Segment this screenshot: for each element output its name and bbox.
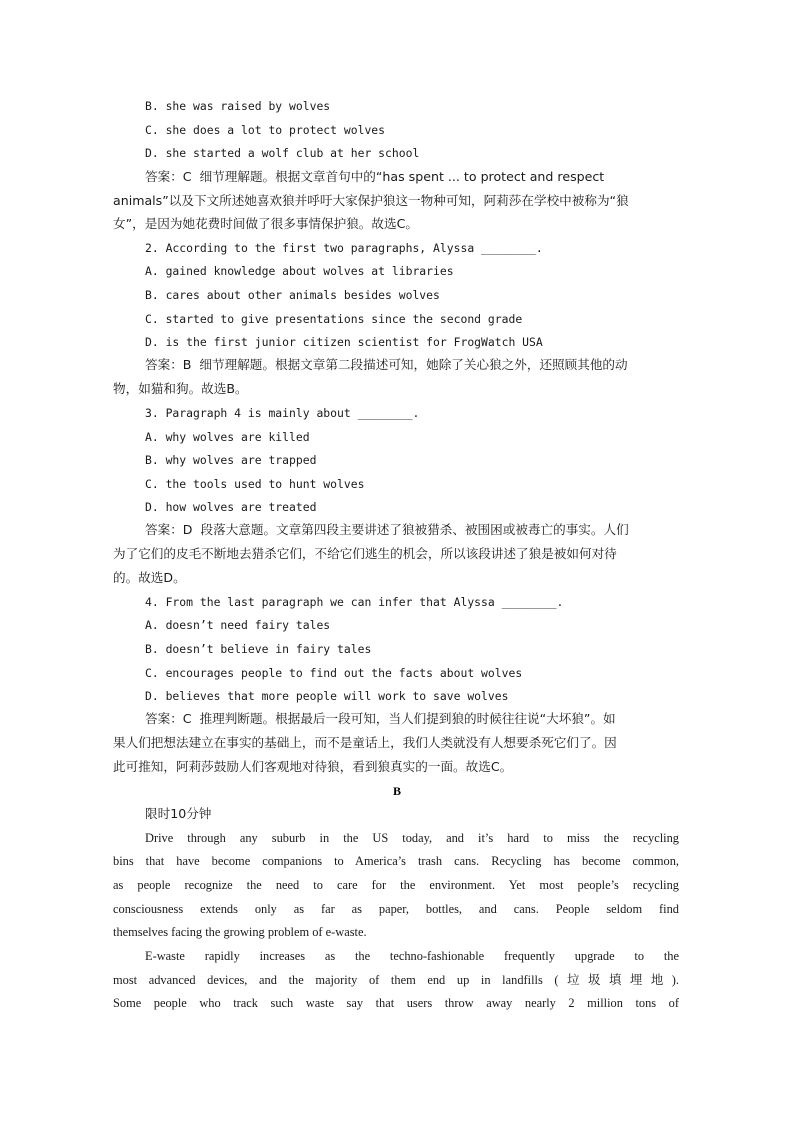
q2-option-c: C. started to give presentations since the second grade: [145, 312, 523, 326]
para2-line-3: Some people who track such waste say that users throw away nearly 2 million tons of: [113, 996, 679, 1010]
q3-answer-line-3: 的。故选D。: [113, 570, 186, 585]
section-heading: B: [392, 784, 401, 798]
q4-answer-line-2: 果人们把想法建立在事实的基础上，而不是童话上，我们人类就没有人想要杀死它们了。因: [113, 735, 617, 750]
q3-answer-line-2: 为了它们的皮毛不断地去猎杀它们，不给它们逃生的机会，所以该段讲述了狼是被如何对待: [113, 546, 617, 561]
q1-option-d: D. she started a wolf club at her school: [145, 146, 420, 160]
answer-label: 答案：: [145, 169, 183, 184]
q4-question: 4. From the last paragraph we can infer that Alyssa ________.: [145, 595, 564, 609]
para2-line-1: E-waste rapidly increases as the techno-fashionable frequently upgrade to the: [145, 949, 679, 963]
time-limit: 限时10分钟: [145, 806, 212, 821]
q1-answer-text: C 细节理解题。根据文章首句中的“has spent ... to protect and respect: [182, 169, 605, 184]
q4-option-a: A. doesn’t need fairy tales: [145, 618, 331, 632]
q1-answer-line-1: [145, 169, 604, 185]
para1-line-3: as people recognize the need to care for the environment. Yet most people’s recycling: [113, 878, 679, 892]
q3-option-d: D. how wolves are treated: [145, 500, 317, 514]
answer-label: 答案：: [145, 711, 183, 726]
para1-line-5: themselves facing the growing problem of e-waste.: [113, 925, 367, 939]
q1-answer-line-2: animals”以及下文所述她喜欢狼并呼吁大家保护狼这一物种可知，阿莉莎在学校中被称为“狼: [113, 193, 629, 208]
q2-answer-text: B 细节理解题。根据文章第二段描述可知，她除了关心狼之外，还照顾其他的动: [182, 357, 628, 372]
q4-answer-line-1: [145, 711, 616, 727]
answer-label: 答案：: [145, 357, 183, 372]
q2-option-d: D. is the first junior citizen scientist for FrogWatch USA: [145, 335, 543, 349]
para1-line-2: bins that have become companions to America’s trash cans. Recycling has become common,: [113, 854, 679, 868]
q3-option-b: B. why wolves are trapped: [145, 453, 317, 467]
q4-answer-text: C 推理判断题。根据最后一段可知，当人们提到狼的时候往往说“大坏狼”。如: [182, 711, 616, 726]
q2-option-b: B. cares about other animals besides wolves: [145, 288, 440, 302]
q1-option-c: C. she does a lot to protect wolves: [145, 123, 386, 137]
q1-answer-line-3: 女”，是因为她花费时间做了很多事情保护狼。故选C。: [113, 216, 418, 231]
q2-answer-line-2: 物，如猫和狗。故选B。: [113, 381, 248, 396]
q4-option-c: C. encourages people to find out the facts about wolves: [145, 666, 523, 680]
q2-answer-line-1: [145, 357, 628, 373]
q1-option-b: B. she was raised by wolves: [145, 99, 331, 113]
para2-line-2: most advanced devices, and the majority of them end up in landfills (垃圾填埋地).: [113, 973, 679, 987]
q3-option-a: A. why wolves are killed: [145, 430, 310, 444]
q2-question: 2. According to the first two paragraphs, Alyssa ________.: [145, 241, 543, 255]
q3-answer-text: D 段落大意题。文章第四段主要讲述了狼被猎杀、被围困或被毒亡的事实。人们: [182, 522, 629, 537]
q4-option-b: B. doesn’t believe in fairy tales: [145, 642, 372, 656]
q2-option-a: A. gained knowledge about wolves at libraries: [145, 264, 454, 278]
q4-option-d: D. believes that more people will work to save wolves: [145, 689, 509, 703]
q3-question: 3. Paragraph 4 is mainly about ________.: [145, 406, 420, 420]
q3-option-c: C. the tools used to hunt wolves: [145, 477, 365, 491]
q4-answer-line-3: 此可推知，阿莉莎鼓励人们客观地对待狼，看到狼真实的一面。故选C。: [113, 759, 513, 774]
para1-line-4: consciousness extends only as far as paper, bottles, and cans. People seldom find: [113, 902, 679, 916]
para1-line-1: Drive through any suburb in the US today, and it’s hard to miss the recycling: [145, 831, 679, 845]
q3-answer-line-1: [145, 522, 629, 538]
answer-label: 答案：: [145, 522, 183, 537]
